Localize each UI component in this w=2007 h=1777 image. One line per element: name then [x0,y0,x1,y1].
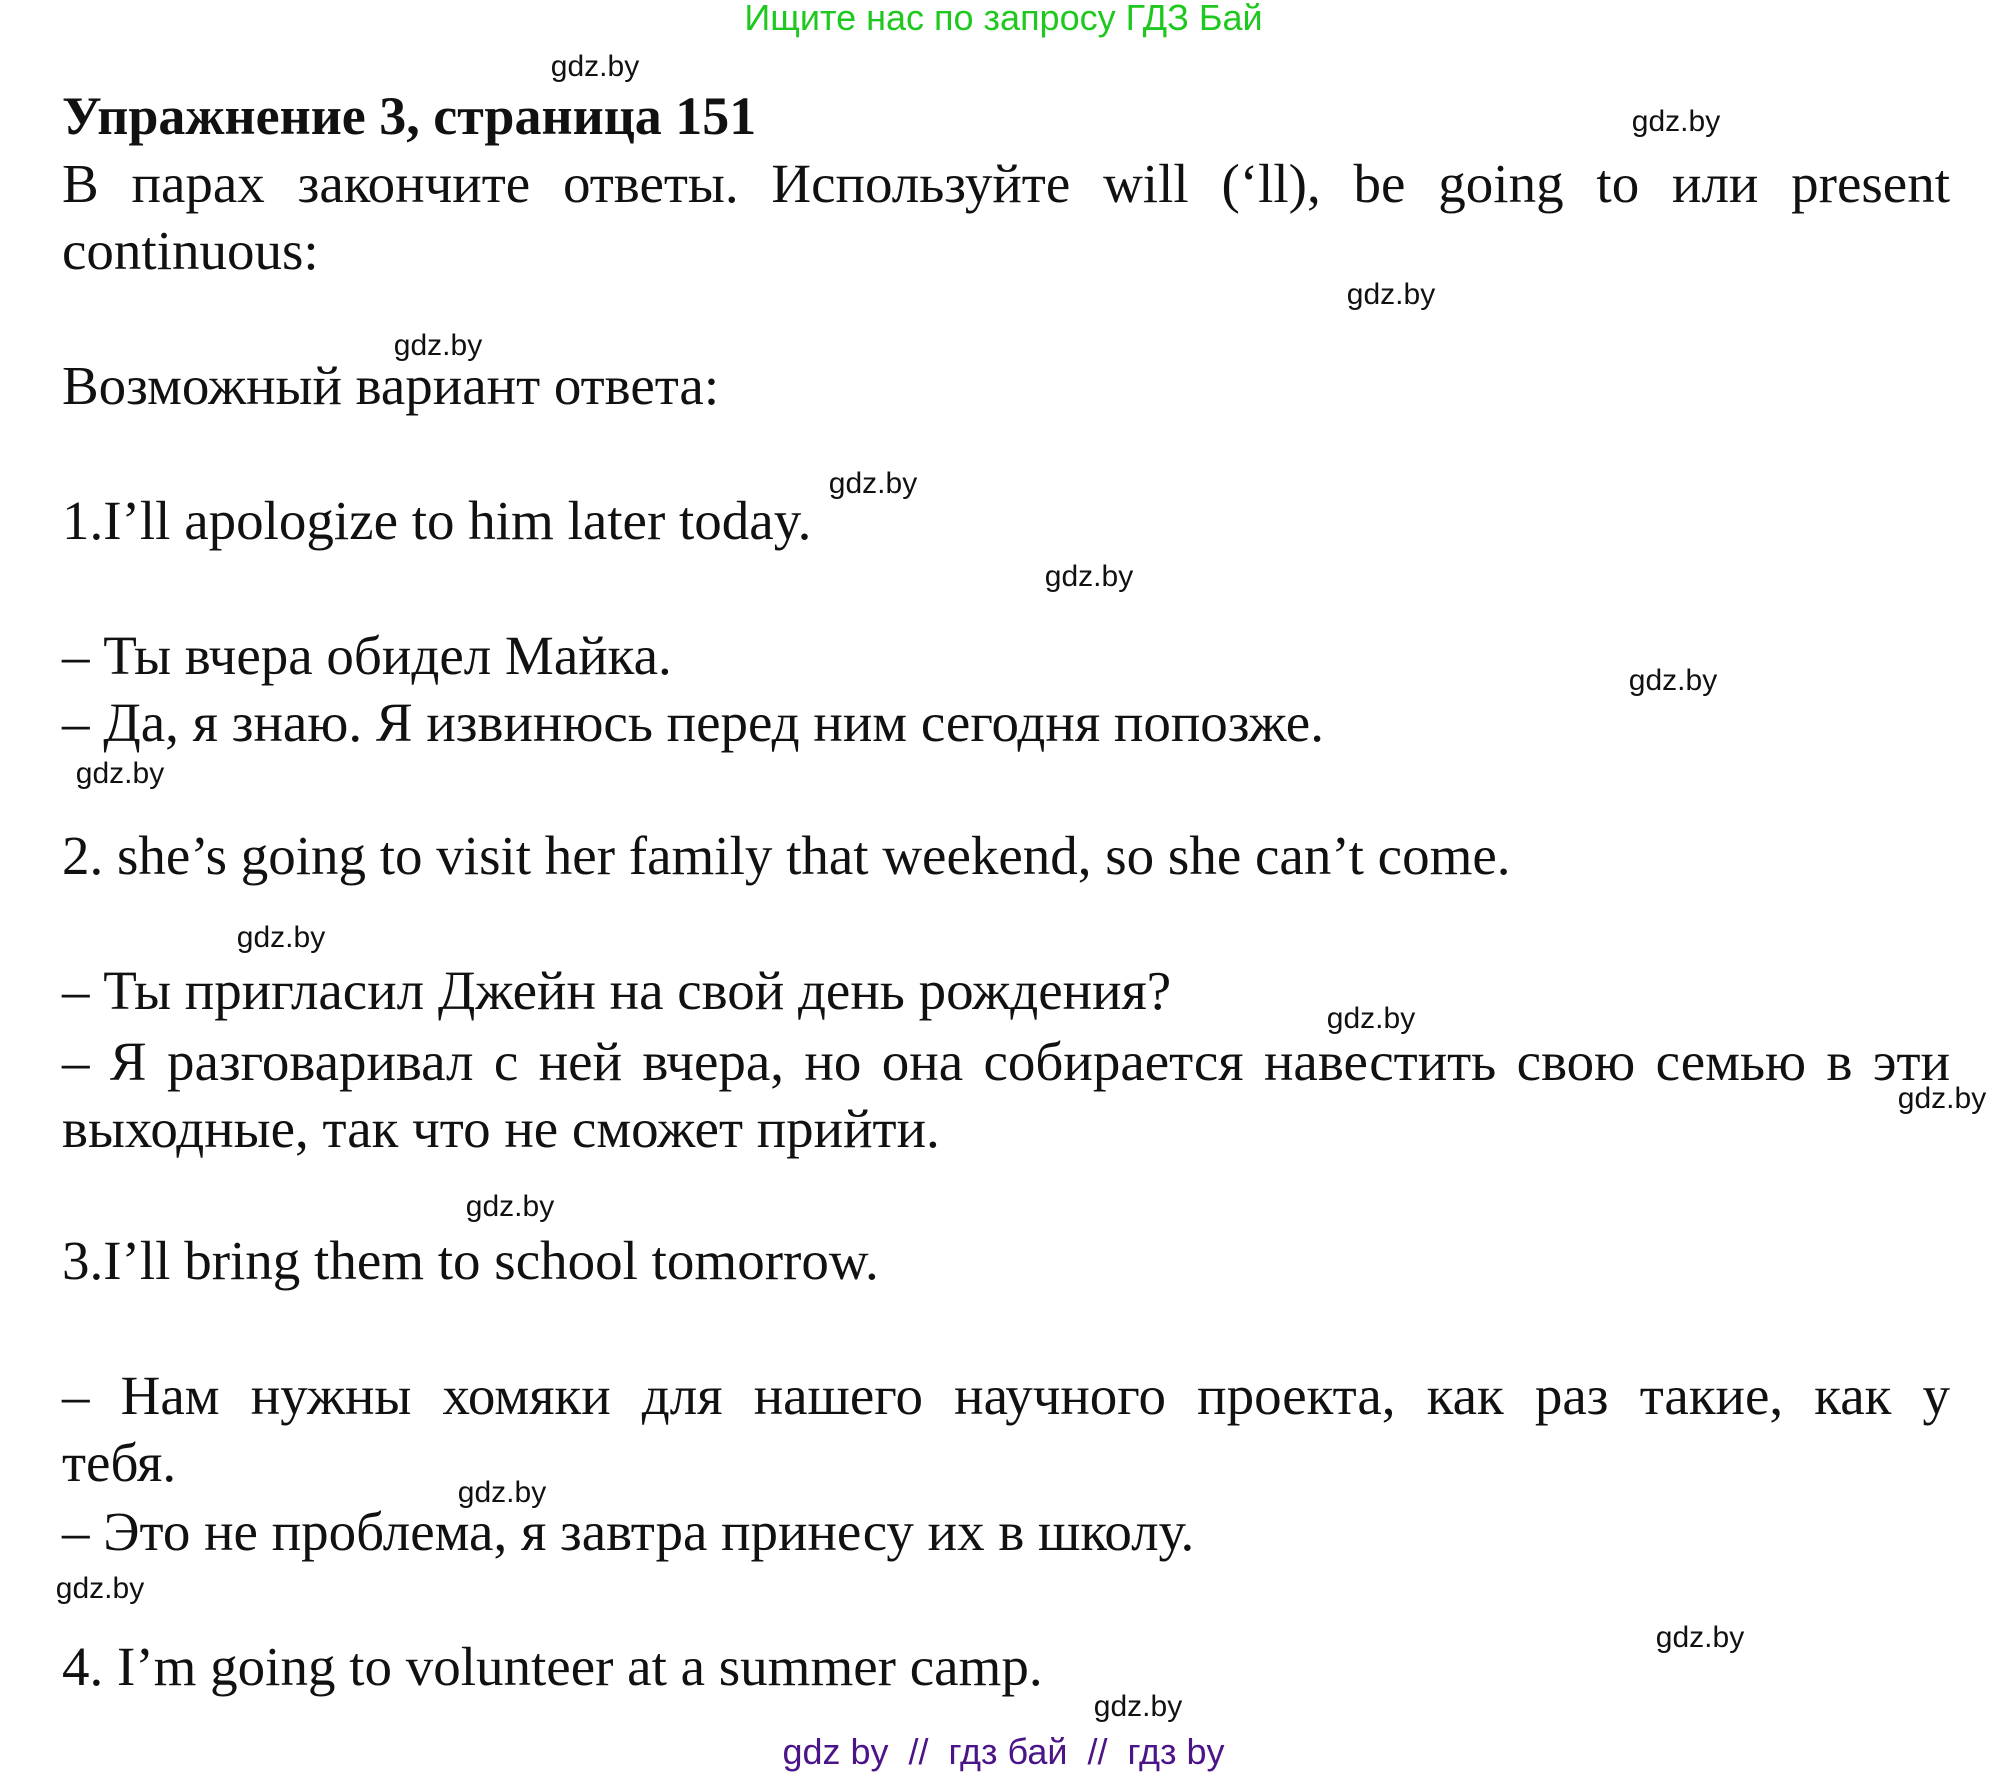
dialog-line: – Это не проблема, я завтра принесу их в школу. [62,1501,1195,1562]
answer-4: 4. I’m going to volunteer at a summer camp. [62,1636,1043,1697]
task-text-line: В парах закончите ответы. Используйте will (‘ll), be going to или present [62,153,1950,214]
task-text-line: continuous: [62,220,319,281]
watermark: gdz.by [1628,664,1718,697]
watermark: gdz.by [1044,560,1134,593]
watermark: gdz.by [1655,1621,1745,1654]
dialog-line: тебя. [62,1432,177,1493]
watermark: gdz.by [393,329,483,362]
watermark: gdz.by [457,1476,547,1509]
footer-banner: gdz by // гдз бай // гдз by [782,1731,1225,1772]
watermark: gdz.by [465,1190,555,1223]
watermark: gdz.by [55,1572,145,1605]
dialog-line: выходные, так что не сможет прийти. [62,1098,940,1159]
watermark: gdz.by [550,50,640,83]
answer-3: 3.I’ll bring them to school tomorrow. [62,1230,879,1291]
answer-label: Возможный вариант ответа: [62,355,720,416]
dialog-line: – Нам нужны хомяки для нашего научного проекта, как раз такие, как у [62,1365,1950,1426]
answer-2: 2. she’s going to visit her family that weekend, so she can’t come. [62,825,1511,886]
answer-1: 1.I’ll apologize to him later today. [62,490,812,551]
watermark: gdz.by [75,757,165,790]
dialog-line: – Да, я знаю. Я извинюсь перед ним сегодня попозже. [62,692,1324,753]
exercise-title: Упражнение 3, страница 151 [62,86,757,146]
watermark: gdz.by [1631,105,1721,138]
watermark: gdz.by [1093,1690,1183,1723]
watermark: gdz.by [1346,278,1436,311]
watermark: gdz.by [236,921,326,954]
watermark: gdz.by [828,467,918,500]
watermark: gdz.by [1897,1082,1987,1115]
search-banner: Ищите нас по запросу ГДЗ Бай [744,0,1263,38]
dialog-line: – Ты пригласил Джейн на свой день рождения? [62,960,1172,1021]
watermark: gdz.by [1326,1002,1416,1035]
dialog-line: – Я разговаривал с ней вчера, но она собирается навестить свою семью в эти [62,1031,1950,1092]
dialog-line: – Ты вчера обидел Майка. [62,625,672,686]
